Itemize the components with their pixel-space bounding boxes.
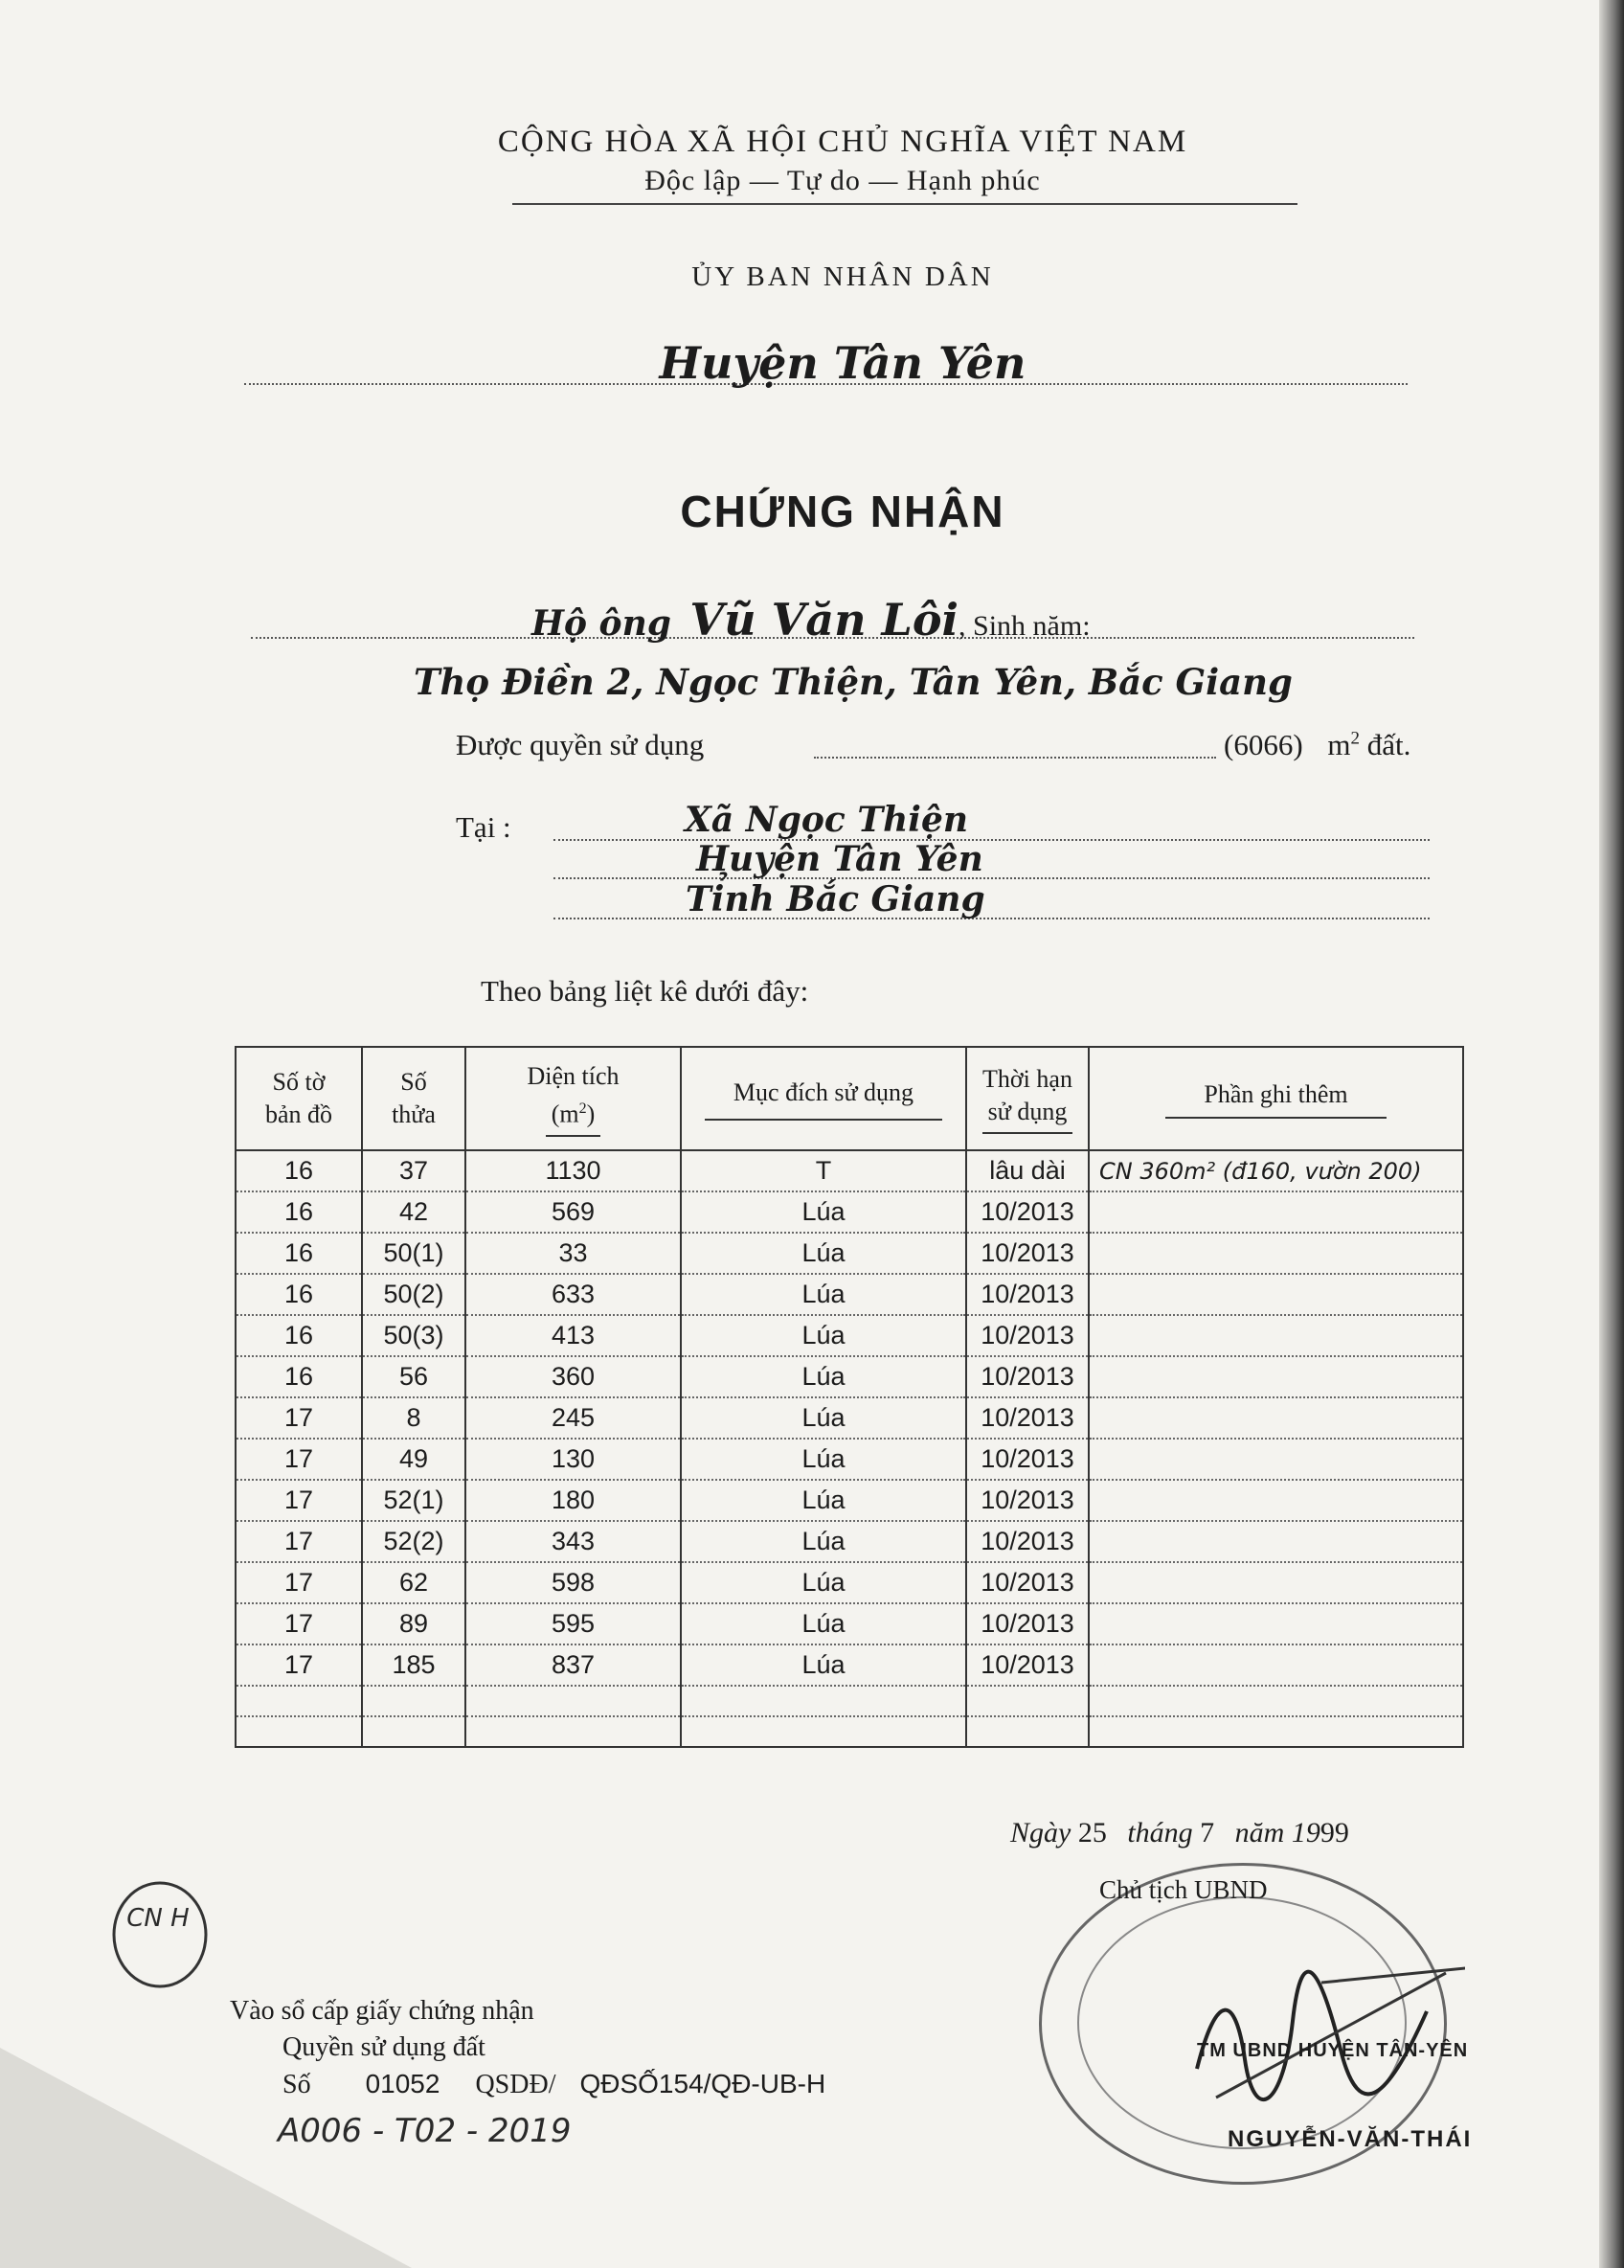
rights-area-line <box>1224 728 1410 762</box>
cell-parcel: 89 <box>362 1603 465 1644</box>
cell-sheet: 17 <box>236 1480 362 1521</box>
issue-date <box>1010 1817 1349 1849</box>
district-name: Huyện Tân Yên <box>659 337 1026 389</box>
page-edge <box>1599 0 1624 2268</box>
cell-note <box>1089 1562 1463 1603</box>
cell-term: 10/2013 <box>966 1603 1089 1644</box>
table-header-row <box>236 1047 1463 1150</box>
motto-underline <box>512 203 1297 205</box>
cell-sheet: 17 <box>236 1603 362 1644</box>
cell-area: 360 <box>465 1356 681 1397</box>
owner-prefix: Hộ ông <box>531 603 671 644</box>
cell-parcel: 50(2) <box>362 1274 465 1315</box>
owner-name: Vũ Văn Lôi <box>689 594 959 646</box>
blank-cell <box>1089 1716 1463 1747</box>
cell-sheet: 17 <box>236 1644 362 1686</box>
blank-cell <box>681 1686 966 1716</box>
cell-parcel: 50(1) <box>362 1233 465 1274</box>
date-year: 99 <box>1320 1817 1349 1848</box>
cell-sheet: 16 <box>236 1356 362 1397</box>
blank-cell <box>236 1716 362 1747</box>
cell-term: 10/2013 <box>966 1644 1089 1686</box>
location-commune: Xã Ngọc Thiện <box>685 800 969 840</box>
blank-row <box>236 1716 1463 1747</box>
cell-area: 598 <box>465 1562 681 1603</box>
cell-purpose: Lúa <box>681 1603 966 1644</box>
cell-sheet: 16 <box>236 1274 362 1315</box>
rights-dotted-line <box>814 757 1216 759</box>
date-year-label: năm 19 <box>1234 1817 1320 1848</box>
header-map-sheet: Số tờ bản đồ <box>236 1047 362 1150</box>
header-parcel: Số thửa <box>362 1047 465 1150</box>
cell-purpose: Lúa <box>681 1356 966 1397</box>
cell-term: 10/2013 <box>966 1480 1089 1521</box>
cell-parcel: 50(3) <box>362 1315 465 1356</box>
cell-area: 33 <box>465 1233 681 1274</box>
table-row <box>236 1603 1463 1644</box>
cell-sheet: 17 <box>236 1521 362 1562</box>
cell-purpose: Lúa <box>681 1480 966 1521</box>
blank-cell <box>362 1716 465 1747</box>
registry-line-1: Vào sổ cấp giấy chứng nhận <box>230 1996 534 2026</box>
registry-number-label: Số <box>282 2070 311 2099</box>
cell-sheet: 17 <box>236 1562 362 1603</box>
table-row <box>236 1439 1463 1480</box>
authority-name: ỦY BAN NHÂN DÂN <box>691 261 994 292</box>
cell-sheet: 16 <box>236 1233 362 1274</box>
cell-area: 633 <box>465 1274 681 1315</box>
table-row <box>236 1521 1463 1562</box>
cell-area: 130 <box>465 1439 681 1480</box>
cell-note <box>1089 1521 1463 1562</box>
date-day: 25 <box>1077 1817 1107 1848</box>
cell-purpose: Lúa <box>681 1439 966 1480</box>
cell-area: 245 <box>465 1397 681 1439</box>
cell-note <box>1089 1356 1463 1397</box>
location-district: Huyện Tân Yên <box>696 839 983 879</box>
cell-term: 10/2013 <box>966 1356 1089 1397</box>
cell-note <box>1089 1191 1463 1233</box>
cell-purpose: Lúa <box>681 1562 966 1603</box>
cell-purpose: Lúa <box>681 1397 966 1439</box>
cell-term: 10/2013 <box>966 1315 1089 1356</box>
cell-area: 343 <box>465 1521 681 1562</box>
cell-term: 10/2013 <box>966 1274 1089 1315</box>
birth-year-label: , Sinh năm: <box>959 610 1091 642</box>
signer-name: NGUYỄN-VĂN-THÁI <box>1228 2126 1473 2152</box>
cell-note <box>1089 1315 1463 1356</box>
cell-note <box>1089 1480 1463 1521</box>
rights-suffix: đất. <box>1366 728 1411 761</box>
cell-purpose: Lúa <box>681 1315 966 1356</box>
land-parcel-table <box>235 1046 1464 1748</box>
location-province: Tỉnh Bắc Giang <box>686 879 985 919</box>
cell-parcel: 185 <box>362 1644 465 1686</box>
cell-area: 595 <box>465 1603 681 1644</box>
rights-label: Được quyền sử dụng <box>456 728 705 761</box>
cell-term: 10/2013 <box>966 1191 1089 1233</box>
cell-parcel: 52(1) <box>362 1480 465 1521</box>
owner-line <box>531 594 1091 646</box>
national-motto: Độc lập — Tự do — Hạnh phúc <box>644 165 1041 196</box>
table-row <box>236 1274 1463 1315</box>
table-row <box>236 1480 1463 1521</box>
table-body <box>236 1150 1463 1747</box>
owner-address: Thọ Điền 2, Ngọc Thiện, Tân Yên, Bắc Giang <box>414 661 1293 703</box>
rights-area: (6066) <box>1224 728 1303 761</box>
certificate-title: CHỨNG NHẬN <box>680 487 1005 536</box>
blank-cell <box>236 1686 362 1716</box>
cell-purpose: Lúa <box>681 1521 966 1562</box>
header-area: Diện tích $(m^2)$ <box>465 1047 681 1150</box>
cell-area: 569 <box>465 1191 681 1233</box>
cell-parcel: 42 <box>362 1191 465 1233</box>
blank-cell <box>966 1716 1089 1747</box>
cell-sheet: 16 <box>236 1150 362 1191</box>
date-prefix: Ngày <box>1010 1817 1071 1848</box>
table-row <box>236 1356 1463 1397</box>
blank-cell <box>465 1686 681 1716</box>
cell-note <box>1089 1274 1463 1315</box>
cell-note: CN 360m² (đ160, vườn 200) <box>1089 1150 1463 1191</box>
cell-parcel: 52(2) <box>362 1521 465 1562</box>
blank-cell <box>465 1716 681 1747</box>
cell-parcel: 62 <box>362 1562 465 1603</box>
cell-parcel: 37 <box>362 1150 465 1191</box>
cell-note <box>1089 1644 1463 1686</box>
cell-purpose: Lúa <box>681 1233 966 1274</box>
rights-unit: m <box>1327 728 1351 761</box>
blank-cell <box>362 1686 465 1716</box>
date-month: 7 <box>1200 1817 1215 1848</box>
table-row <box>236 1315 1463 1356</box>
blank-cell <box>681 1716 966 1747</box>
date-month-label: tháng <box>1127 1817 1193 1848</box>
handwritten-code: A006 - T02 - 2019 <box>278 2112 572 2150</box>
cell-area: 837 <box>465 1644 681 1686</box>
decision-number: QĐSỐ154/QĐ-UB-H <box>579 2069 826 2098</box>
circled-note: CN H <box>126 1904 190 1933</box>
cell-note <box>1089 1397 1463 1439</box>
stamp-text: TM UBND HUYỆN TÂN-YÊN <box>1197 2040 1469 2061</box>
table-intro: Theo bảng liệt kê dưới đây: <box>481 974 809 1008</box>
cell-term: 10/2013 <box>966 1521 1089 1562</box>
cell-term: lâu dài <box>966 1150 1089 1191</box>
cell-area: 180 <box>465 1480 681 1521</box>
cell-parcel: 56 <box>362 1356 465 1397</box>
cell-term: 10/2013 <box>966 1233 1089 1274</box>
registry-line-2: Quyền sử dụng đất <box>282 2032 485 2062</box>
cell-sheet: 16 <box>236 1191 362 1233</box>
header-notes: Phần ghi thêm <box>1089 1047 1463 1150</box>
blank-cell <box>966 1686 1089 1716</box>
cell-term: 10/2013 <box>966 1439 1089 1480</box>
cell-sheet: 16 <box>236 1315 362 1356</box>
cell-note <box>1089 1603 1463 1644</box>
cell-note <box>1089 1233 1463 1274</box>
cell-purpose: T <box>681 1150 966 1191</box>
cell-term: 10/2013 <box>966 1562 1089 1603</box>
table-row <box>236 1233 1463 1274</box>
cell-purpose: Lúa <box>681 1191 966 1233</box>
cell-sheet: 17 <box>236 1397 362 1439</box>
cell-area: 413 <box>465 1315 681 1356</box>
country-name: CỘNG HÒA XÃ HỘI CHỦ NGHĨA VIỆT NAM <box>497 125 1188 159</box>
rights-unit-sup: 2 <box>1350 728 1361 749</box>
table-row <box>236 1562 1463 1603</box>
blank-cell <box>1089 1686 1463 1716</box>
cell-purpose: Lúa <box>681 1644 966 1686</box>
cell-parcel: 49 <box>362 1439 465 1480</box>
cell-area: 1130 <box>465 1150 681 1191</box>
header-purpose: Mục đích sử dụng <box>681 1047 966 1150</box>
table-row <box>236 1191 1463 1233</box>
location-label: Tại : <box>456 810 511 844</box>
blank-row <box>236 1686 1463 1716</box>
cell-parcel: 8 <box>362 1397 465 1439</box>
registry-number-suffix: QSDĐ/ <box>475 2070 556 2099</box>
table-row <box>236 1644 1463 1686</box>
signer-title: Chủ tịch UBND <box>1099 1875 1268 1904</box>
cell-term: 10/2013 <box>966 1397 1089 1439</box>
table-row <box>236 1150 1463 1191</box>
registry-number-line <box>282 2069 825 2100</box>
table-row <box>236 1397 1463 1439</box>
cell-purpose: Lúa <box>681 1274 966 1315</box>
registry-number: 01052 <box>365 2069 440 2098</box>
header-term: Thời hạn sử dụng <box>966 1047 1089 1150</box>
cell-note <box>1089 1439 1463 1480</box>
cell-sheet: 17 <box>236 1439 362 1480</box>
